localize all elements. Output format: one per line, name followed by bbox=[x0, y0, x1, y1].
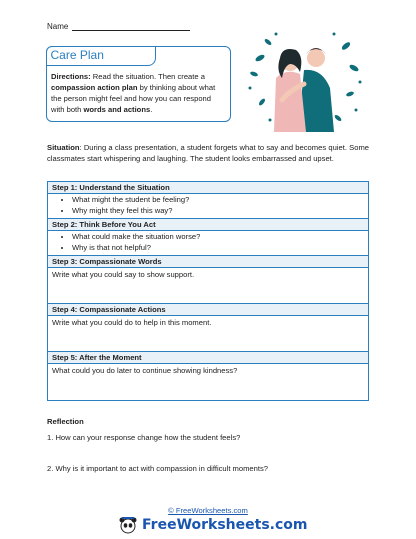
name-label: Name bbox=[47, 22, 69, 31]
step-1 bbox=[47, 181, 369, 219]
step-2-bullet: • What could make the situation worse? bbox=[72, 231, 368, 242]
step-2 bbox=[47, 218, 369, 256]
directions-text bbox=[51, 71, 226, 115]
care-plan-title: Care Plan bbox=[46, 46, 156, 66]
name-field bbox=[47, 22, 190, 31]
footer-logo bbox=[118, 516, 318, 534]
logo-text: FreeWorksheets.com bbox=[142, 517, 308, 533]
directions-bold-2: words and actions bbox=[83, 105, 151, 114]
reflection-question-1: 1. How can your response change how the student feels? bbox=[47, 433, 241, 442]
step-1-bullets bbox=[48, 194, 368, 216]
step-1-title: Step 1: Understand the Situation bbox=[48, 182, 368, 194]
footer-link[interactable]: © FreeWorksheets.com bbox=[168, 506, 248, 515]
step-3[interactable] bbox=[47, 255, 369, 305]
step-2-bullet: • Why is that not helpful? bbox=[72, 242, 368, 253]
situation-paragraph bbox=[47, 142, 369, 164]
directions-part-2: by thinking about what the person might feel and how you can respond with both bbox=[51, 83, 216, 114]
step-1-bullet: • What might the student be feeling? bbox=[72, 194, 368, 205]
reflection-question-2: 2. Why is it important to act with compassion in difficult moments? bbox=[47, 464, 269, 473]
situation-label: Situation bbox=[47, 143, 80, 152]
panda-icon bbox=[118, 516, 138, 534]
step-3-prompt: Write what you could say to show support. bbox=[52, 269, 195, 279]
care-plan-box bbox=[46, 46, 231, 122]
directions-part-3: . bbox=[150, 105, 153, 114]
step-2-title: Step 2: Think Before You Act bbox=[48, 219, 368, 231]
step-1-bullet: • Why might they feel this way? bbox=[72, 205, 368, 216]
step-4[interactable] bbox=[47, 303, 369, 352]
directions-part-1: Read the situation. Then create a bbox=[90, 72, 205, 81]
step-5-title: Step 5: After the Moment bbox=[48, 352, 368, 364]
directions-bold-1: compassion action plan bbox=[51, 83, 138, 92]
step-4-prompt: Write what you could do to help in this moment. bbox=[52, 318, 212, 328]
directions-label: Directions: bbox=[51, 72, 91, 81]
step-3-title: Step 3: Compassionate Words bbox=[48, 256, 368, 268]
step-2-bullets bbox=[48, 231, 368, 253]
situation-text: : During a class presentation, a student forgets what to say and becomes quiet. Some classmates start whispering and laughing. The student looks embarrassed and upset. bbox=[47, 143, 369, 163]
step-5[interactable] bbox=[47, 351, 369, 401]
steps-table bbox=[47, 181, 369, 400]
step-4-title: Step 4: Compassionate Actions bbox=[48, 304, 368, 316]
step-5-prompt: What could you do later to continue showing kindness? bbox=[52, 366, 238, 376]
reflection-heading: Reflection bbox=[47, 417, 84, 426]
hugging-people-illustration bbox=[246, 28, 364, 132]
name-blank-line[interactable] bbox=[72, 22, 190, 31]
